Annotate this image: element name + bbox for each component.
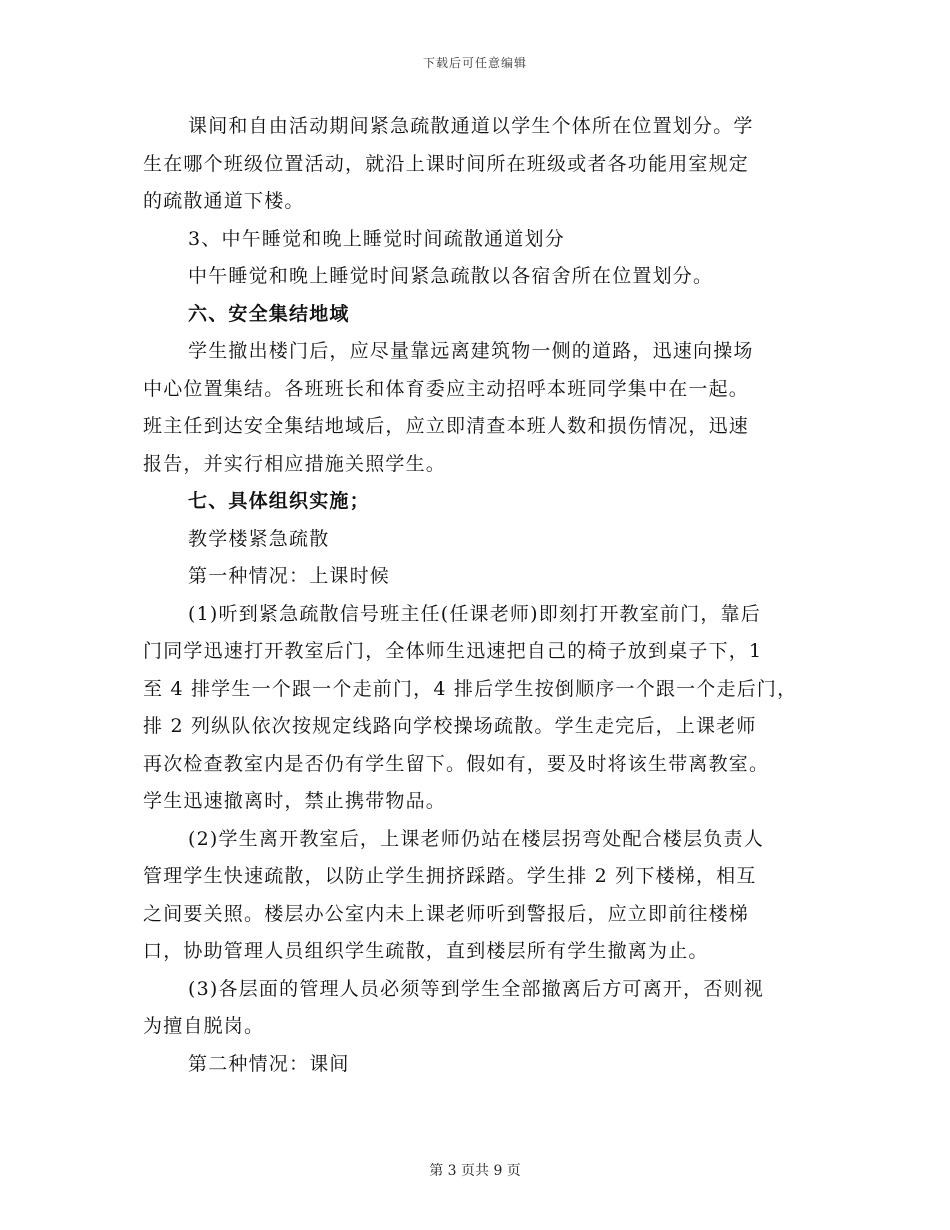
paragraph-line: (2)学生离开教室后，上课老师仍站在楼层拐弯处配合楼层负责人	[188, 828, 764, 850]
sub-heading: 3、中午睡觉和晚上睡觉时间疏散通道划分	[188, 228, 565, 250]
paragraph-line: 为擅自脱岗。	[143, 1015, 265, 1037]
paragraph-line: 教学楼紧急疏散	[188, 528, 330, 550]
paragraph-line: 门同学迅速打开教室后门，全体师生迅速把自己的椅子放到桌子下，1	[143, 640, 763, 662]
paragraph-line: 之间要关照。楼层办公室内未上课老师听到警报后，应立即前往楼梯	[143, 903, 750, 925]
paragraph-line: 中午睡觉和晚上睡觉时间紧急疏散以各宿舍所在位置划分。	[188, 265, 714, 287]
paragraph-line: 学生撤出楼门后，应尽量靠远离建筑物一侧的道路，迅速向操场	[188, 340, 754, 362]
page-footer: 第 3 页共 9 页	[429, 1163, 521, 1179]
paragraph-line: 再次检查教室内是否仍有学生留下。假如有，要及时将该生带离教室。	[143, 753, 770, 775]
paragraph-line: 至 4 排学生一个跟一个走前门，4 排后学生按倒顺序一个跟一个走后门，	[143, 678, 798, 700]
paragraph-line: 第一种情况：上课时候	[188, 565, 391, 587]
paragraph-line: 课间和自由活动期间紧急疏散通道以学生个体所在位置划分。学	[188, 115, 754, 137]
page-header: 下载后可任意编辑	[422, 56, 527, 70]
paragraph-line: 第二种情况：课间	[188, 1053, 350, 1075]
paragraph-line: 管理学生快速疏散，以防止学生拥挤踩踏。学生排 2 列下楼梯，相互	[143, 865, 757, 887]
paragraph-line: 口，协助管理人员组织学生疏散，直到楼层所有学生撤离为止。	[143, 940, 709, 962]
paragraph-line: (1)听到紧急疏散信号班主任(任课老师)即刻打开教室前门，靠后	[188, 603, 761, 625]
paragraph-line: 的疏散通道下楼。	[143, 190, 305, 212]
paragraph-line: 学生迅速撤离时，禁止携带物品。	[143, 790, 447, 812]
paragraph-line: 生在哪个班级位置活动，就沿上课时间所在班级或者各功能用室规定	[143, 153, 750, 175]
paragraph-line: (3)各层面的管理人员必须等到学生全部撤离后方可离开，否则视	[188, 978, 764, 1000]
paragraph-line: 班主任到达安全集结地域后，应立即清查本班人数和损伤情况，迅速	[143, 415, 750, 437]
section-heading: 七、具体组织实施；	[188, 490, 370, 512]
paragraph-line: 中心位置集结。各班班长和体育委应主动招呼本班同学集中在一起。	[143, 378, 750, 400]
paragraph-line: 报告，并实行相应措施关照学生。	[143, 453, 447, 475]
section-heading: 六、安全集结地域	[188, 303, 350, 325]
paragraph-line: 排 2 列纵队依次按规定线路向学校操场疏散。学生走完后，上课老师	[143, 715, 757, 737]
